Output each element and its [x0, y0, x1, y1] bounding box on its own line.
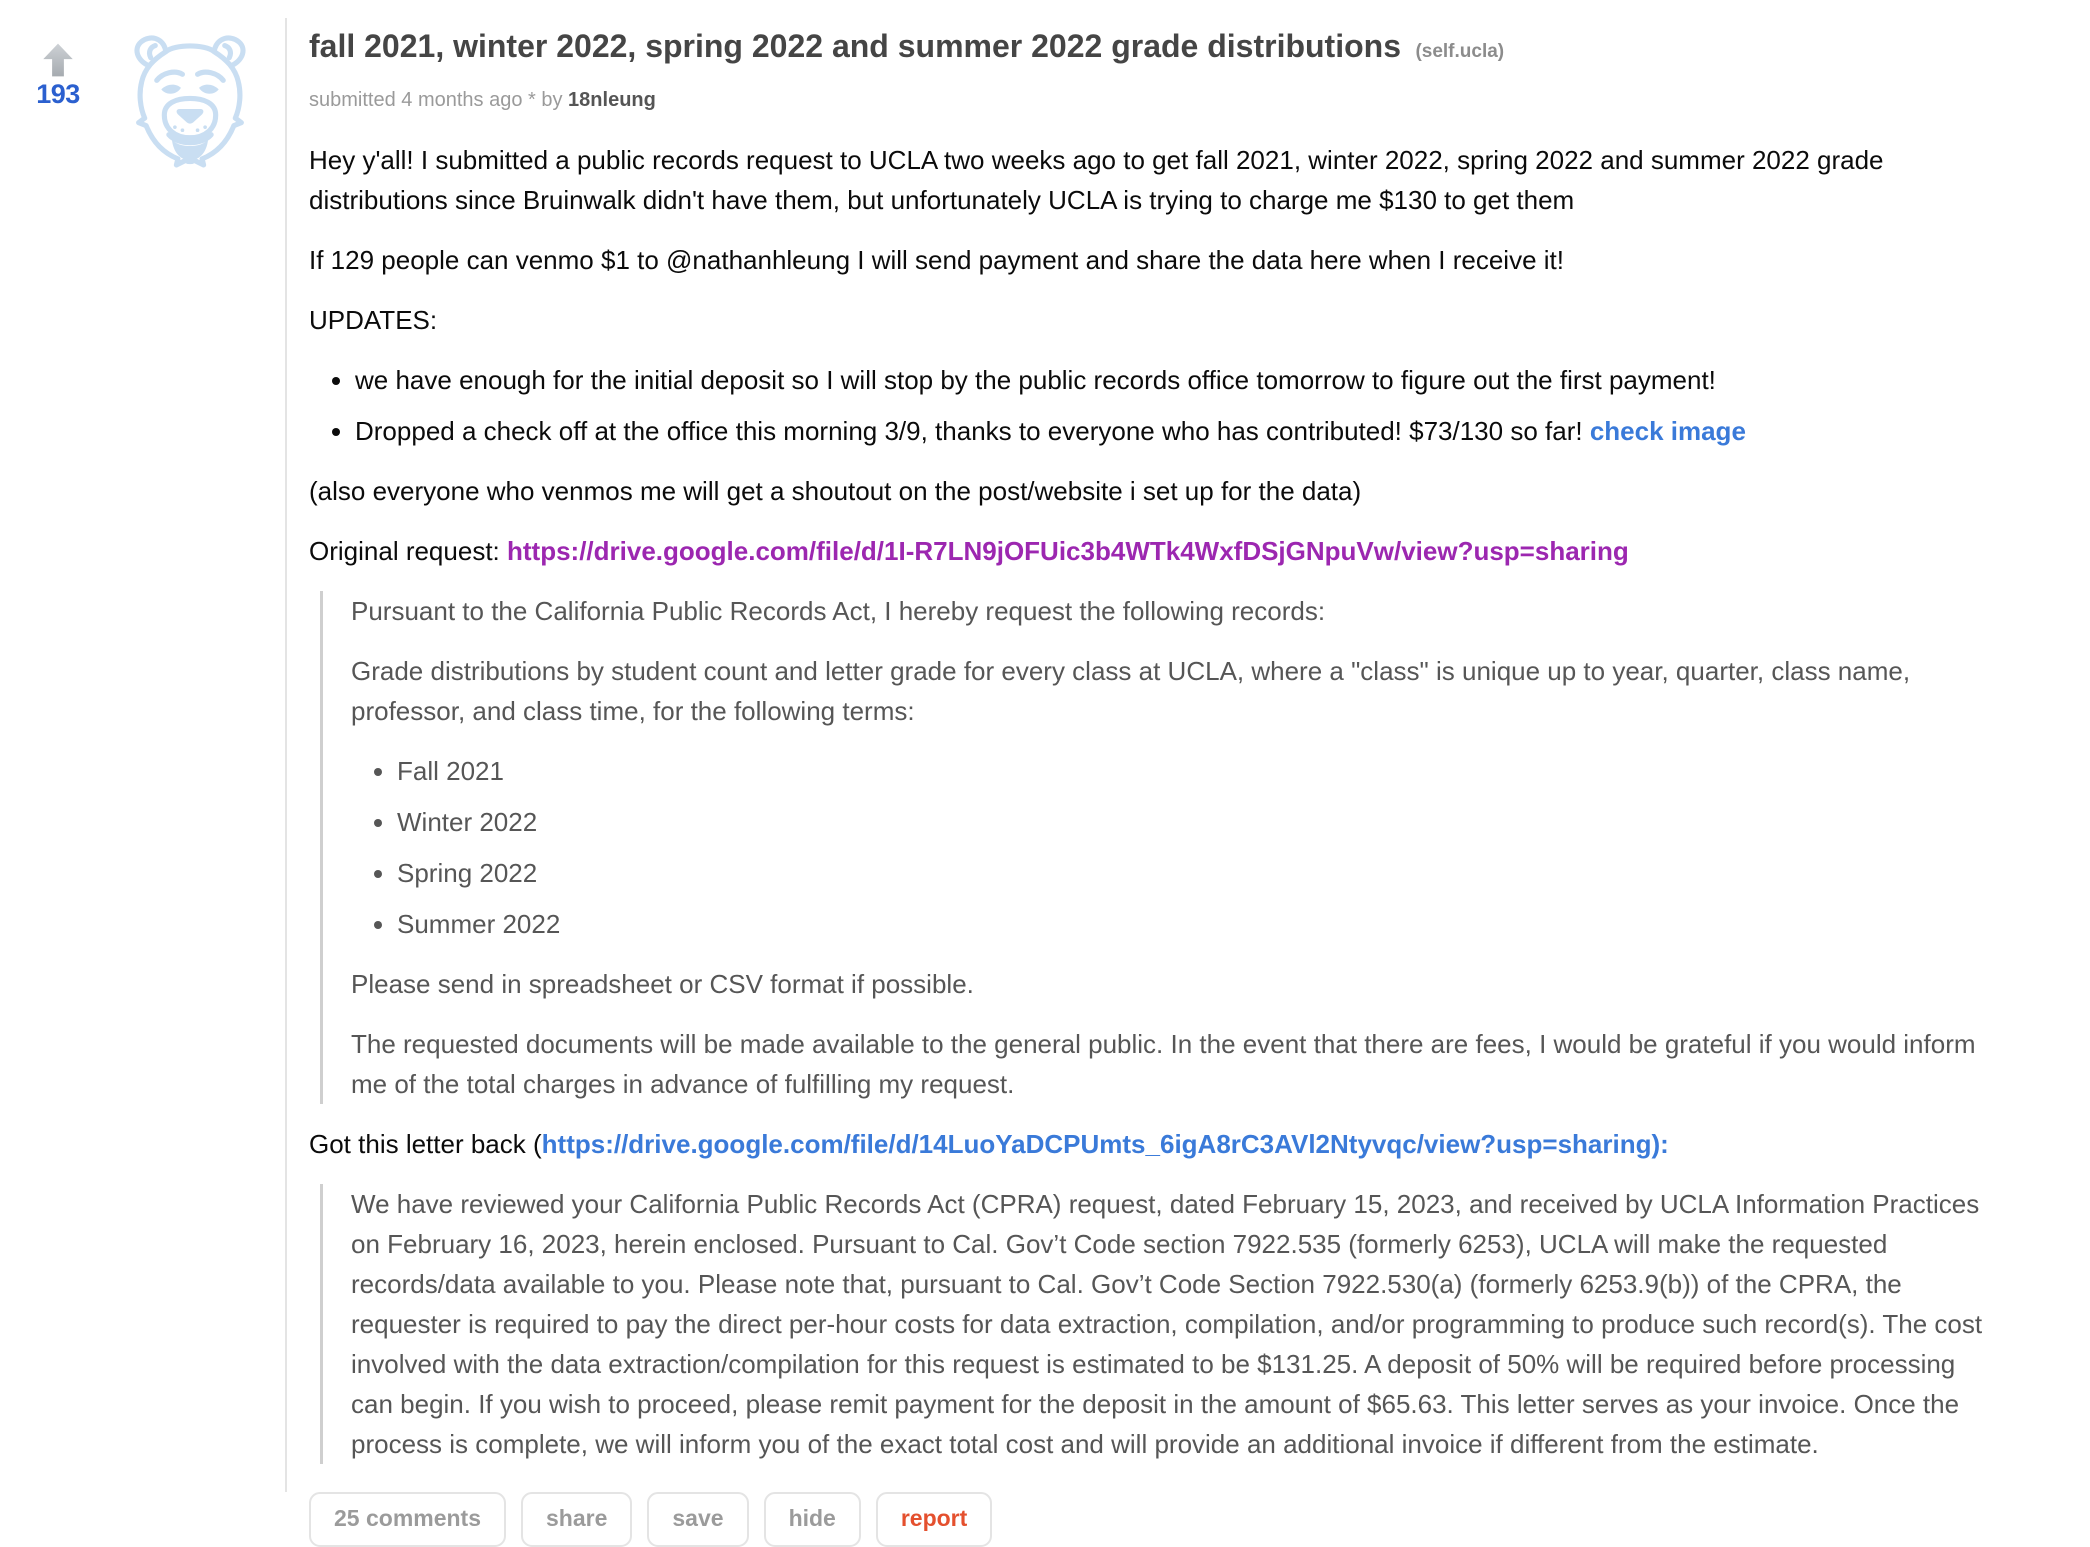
- post-title[interactable]: fall 2021, winter 2022, spring 2022 and summer 2022 grade distributions: [309, 28, 1401, 64]
- original-request-link[interactable]: https://drive.google.com/file/d/1I-R7LN9jOFUic3b4WTk4WxfDSjGNpuVw/view?usp=sharing: [507, 536, 1629, 566]
- update-2-text: Dropped a check off at the office this morning 3/9, thanks to everyone who has contributed! $73/130 so far!: [355, 416, 1583, 446]
- list-item: • Summer 2022: [397, 904, 1999, 944]
- list-item: • we have enough for the initial deposit so I will stop by the public records office tomorrow to figure out the first payment!: [355, 360, 1999, 400]
- upvote-arrow-icon[interactable]: [41, 42, 75, 78]
- paragraph-letter-back: [309, 1124, 1999, 1164]
- post-body: [309, 140, 1999, 1464]
- letter-blockquote: [320, 1184, 1999, 1464]
- quote-paragraph: Grade distributions by student count and letter grade for every class at UCLA, where a "class" is unique up to year, quarter, class name, professor, and class time, for the following terms:: [351, 656, 1911, 726]
- paragraph-venmo: If 129 people can venmo $1 to @nathanhleung I will send payment and share the data here when I receive it!: [309, 245, 1564, 275]
- post-action-bar: [309, 1492, 1999, 1547]
- list-item: • Fall 2021: [397, 751, 1999, 791]
- paragraph-original-request: [309, 531, 1999, 571]
- submitted-text: submitted 4 months ago * by: [309, 89, 563, 111]
- post-score: 193: [36, 79, 80, 109]
- request-blockquote: [320, 591, 1999, 1104]
- title-row: [309, 26, 1999, 73]
- vote-column: [26, 42, 90, 110]
- save-button[interactable]: save: [647, 1492, 748, 1547]
- vertical-divider: [285, 18, 287, 1492]
- quote-paragraph: Please send in spreadsheet or CSV format if possible.: [351, 969, 974, 999]
- bear-icon: [114, 32, 266, 174]
- quote-paragraph: We have reviewed your California Public Records Act (CPRA) request, dated February 15, 2023, and received by UCLA Information Practices on February 16, 2023, herein enclosed. Pursuant to Cal. Gov’t Code section 7922.535 (formerly 6253), UCLA will make the requested records/data available to you. Please note that, pursuant to Cal. Gov’t Code Section 7922.530(a) (formerly 6253.9(b)) of the CPRA, the requester is required to pay the direct per-hour costs for data extraction, compilation, and/or programming to produce such record(s). The cost involved with the data extraction/compilation for this request is estimated to be $131.25. A deposit of 50% will be required before processing can begin. If you wish to proceed, please remit payment for the deposit in the amount of $65.63. This letter serves as your invoice. Once the process is complete, we will inform you of the exact total cost and will provide an additional invoice if different from the estimate.: [351, 1189, 1983, 1459]
- paragraph-shoutout: (also everyone who venmos me will get a shoutout on the post/website i set up for the data): [309, 476, 1362, 506]
- report-button[interactable]: report: [876, 1492, 992, 1547]
- subreddit-bear-thumbnail[interactable]: [114, 32, 266, 174]
- letter-back-label: Got this letter back (: [309, 1129, 542, 1159]
- original-request-label: Original request:: [309, 536, 500, 566]
- paragraph-intro: Hey y'all! I submitted a public records request to UCLA two weeks ago to get fall 2021, winter 2022, spring 2022 and summer 2022 grade distributions since Bruinwalk didn't have them, but unfortunately UCLA is trying to charge me $130 to get them: [309, 145, 1884, 215]
- terms-list: [351, 751, 1999, 944]
- list-item: • Spring 2022: [397, 853, 1999, 893]
- author-link[interactable]: 18nleung: [568, 89, 656, 111]
- updates-list: [309, 360, 1999, 451]
- hide-button[interactable]: hide: [764, 1492, 861, 1547]
- check-image-link[interactable]: check image: [1589, 416, 1746, 446]
- post-domain: (self.ucla): [1415, 41, 1505, 62]
- share-button[interactable]: share: [521, 1492, 632, 1547]
- updates-heading: UPDATES:: [309, 305, 438, 335]
- post-content: [309, 26, 1999, 1547]
- comments-button[interactable]: 25 comments: [309, 1492, 506, 1547]
- list-item: • Winter 2022: [397, 802, 1999, 842]
- quote-paragraph: The requested documents will be made available to the general public. In the event that there are fees, I would be grateful if you would inform me of the total charges in advance of fulfilling my request.: [351, 1029, 1976, 1099]
- quote-paragraph: Pursuant to the California Public Records Act, I hereby request the following records:: [351, 596, 1326, 626]
- letter-link[interactable]: https://drive.google.com/file/d/14LuoYaDCPUmts_6igA8rC3AVl2Ntyvqc/view?usp=sharing):: [541, 1129, 1669, 1159]
- post-byline: [309, 89, 1999, 112]
- list-item: [355, 411, 1999, 451]
